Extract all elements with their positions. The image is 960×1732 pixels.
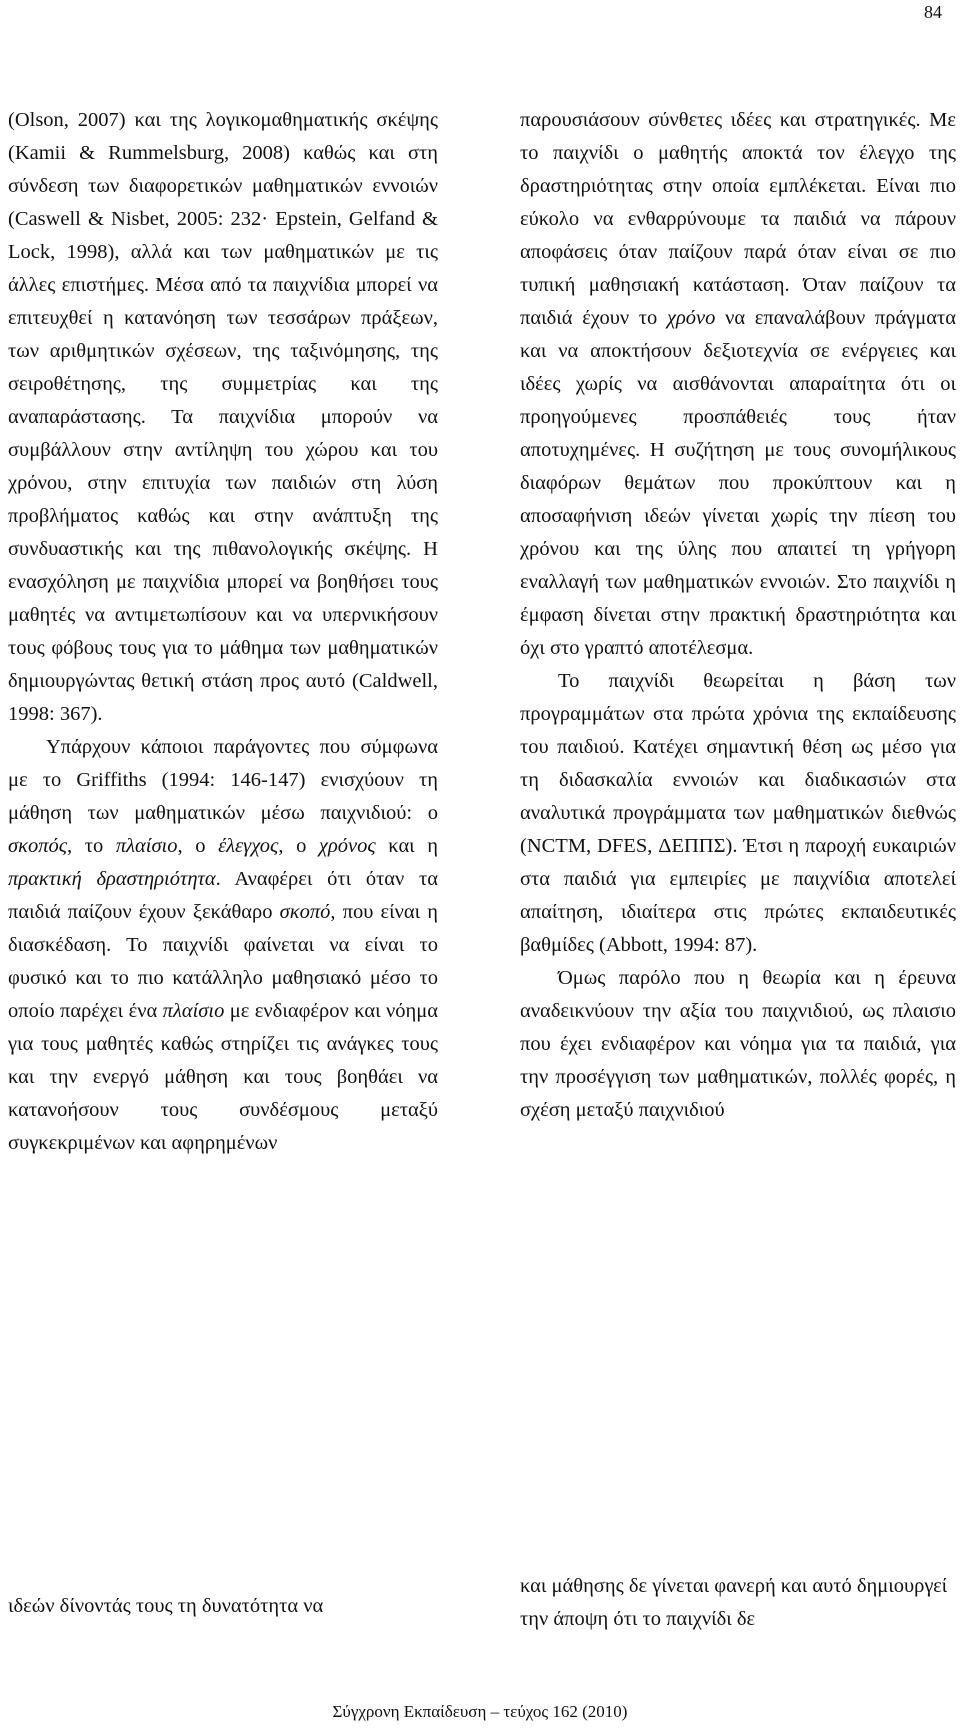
page-number: 84 [924, 2, 942, 22]
text-run: Υπάρχουν κάποιοι παράγοντες που σύμφωνα με το Griffiths (1994: 146-147) ενισχύουν τη μάθηση των μαθηματικών μέσω παιχνιδιού: ο [8, 736, 438, 824]
right-paragraph-1 [520, 104, 956, 665]
text-run: , που είναι η διασκέδαση. Το παιχνίδι φαίνεται να είναι το φυσικό και το πιο κατάλληλο μαθησιακό μέσο το οποίο παρέχει ένα [8, 901, 438, 1022]
right-paragraph-3: Όμως παρόλο που η θεωρία και η έρευνα αναδεικνύουν την αξία του παιχνιδιού, ως πλαισιο που έχει ενδιαφέρον και νόημα για τα παιδιά, για την προσέγγιση των μαθηματικών, πολλές φορές, η σχέση μεταξύ παιχνιδιού [520, 967, 956, 1121]
text-run: να επαναλάβουν πράγματα και να αποκτήσουν δεξιοτεχνία σε ενέργειες και ιδέες χωρίς να αισθάνονται απαραίτητα ότι οι προηγούμενες προσπάθειές τους ήταν αποτυχημένες. Η συζήτηση με τους συνομήλικους διαφόρων θεμάτων που προκύπτουν και η αποσαφήνιση ιδεών γίνεται χωρίς την πίεση του χρόνου και της ύλης που απαιτεί τη γρήγορη εναλλαγή των μαθηματικών εννοιών. Στο παιχνίδι η έμφαση δίνεται στην πρακτική δραστηριότητα και όχι στο γραπτό αποτέλεσμα. [520, 307, 956, 659]
left-column [8, 104, 438, 1160]
emphasis-term: χρόνος [318, 835, 376, 857]
emphasis-term: σκοπός [8, 835, 68, 857]
right-column [520, 104, 956, 1127]
left-paragraph-2 [8, 731, 438, 1160]
left-paragraph-1 [8, 104, 438, 731]
text-run: με ενδιαφέρον και νόημα για τους μαθητές καθώς στηρίζει τις ανάγκες τους και την ενεργό μάθηση και τους βοηθάει να κατανοήσουν τους συνδέσμους μεταξύ συγκεκριμένων και αφηρημένων [8, 1000, 438, 1154]
emphasis-term: σκοπό [279, 901, 331, 923]
text-run: αλλά και των μαθηματικών με τις άλλες επιστήμες. Μέσα από τα παιχνίδια μπορεί να επιτευχθεί η κατανόηση των τεσσάρων πράξεων, των αριθμητικών σχέσεων, της ταξινόμησης, της σειροθέτησης, της συμμετρίας και της αναπαράστασης. Τα παιχνίδια μπορούν να συμβάλλουν στην αντίληψη του χώρου και του χρόνου, στην επιτυχία των παιδιών στη λύση προβλήματος καθώς και στην ανάπτυξη της συνδυαστικής και της πιθανολογικής σκέψης. Η ενασχόληση με παιχνίδια μπορεί να βοηθήσει τους μαθητές να αντιμετωπίσουν και να υπερνικήσουν τους φόβους τους για το μάθημα των μαθηματικών δημιουργώντας θετική στάση προς αυτό (Caldwell, 1998: 367). [8, 241, 439, 725]
bottom-right-lines: και μάθησης δε γίνεται φανερή και αυτό δημιουργεί την άποψη ότι το παιχνίδι δε [520, 1575, 948, 1630]
right-paragraph-2: Το παιχνίδι θεωρείται η βάση των προγραμμάτων στα πρώτα χρόνια της εκπαίδευσης του παιδιού. Κατέχει σημαντική θέση ως μέσο για τη διδασκαλία εννοιών και διαδικασιών στα αναλυτικά προγράμματα των μαθηματικών διεθνώς (NCTM, DFES, ΔΕΠΠΣ). Έτσι η παροχή ευκαιριών στα παιδιά για εμπειρίες με παιχνίδια αποτελεί απαίτηση, ιδιαίτερα στις πρώτες εκπαιδευτικές βαθμίδες (Abbott, 1994: 87). [520, 670, 956, 956]
text-run: , το [67, 835, 116, 857]
journal-footer: Σύγχρονη Εκπαίδευση – τεύχος 162 (2010) [332, 1702, 628, 1721]
emphasis-term: πλαίσιο [162, 1000, 225, 1022]
text-run: και η [375, 835, 439, 857]
emphasis-term: έλεγχος [218, 835, 279, 857]
text-run: , ο [278, 835, 319, 857]
bottom-left-line: ιδεών δίνοντάς τους τη δυνατότητα να [8, 1595, 324, 1617]
text-run: παρουσιάσουν σύνθετες ιδέες και στρατηγικές. Με το παιχνίδι ο μαθητής αποκτά τον έλεγχο της δραστηριότητας στην οποία εμπλέκεται. Είναι πιο εύκολο να ενθαρρύνουμε τα παιδιά να πάρουν αποφάσεις όταν παίζουν παρά όταν είναι σε πιο τυπική μαθησιακή κατάσταση. Όταν παίζουν τα παιδιά έχουν το [520, 109, 956, 329]
emphasis-term: χρόνο [666, 307, 716, 329]
emphasis-term: πλαίσιο [115, 835, 178, 857]
text-run: , ο [177, 835, 219, 857]
text-run: . Αναφέρει ότι όταν τα παιδιά παίζουν έχουν ξεκάθαρο [8, 868, 439, 923]
emphasis-term: πρακτική δραστηριότητα [8, 868, 216, 890]
text-run: (Olson, 2007) και της λογικομαθηματικής σκέψης (Kamii & Rummelsburg, 2008) καθώς και στη σύνδεση των διαφορετικών μαθηματικών εννοιών (Caswell & Nisbet, 2005: 232· Epstein, Gelfand & Lock, 1998), [8, 109, 438, 263]
